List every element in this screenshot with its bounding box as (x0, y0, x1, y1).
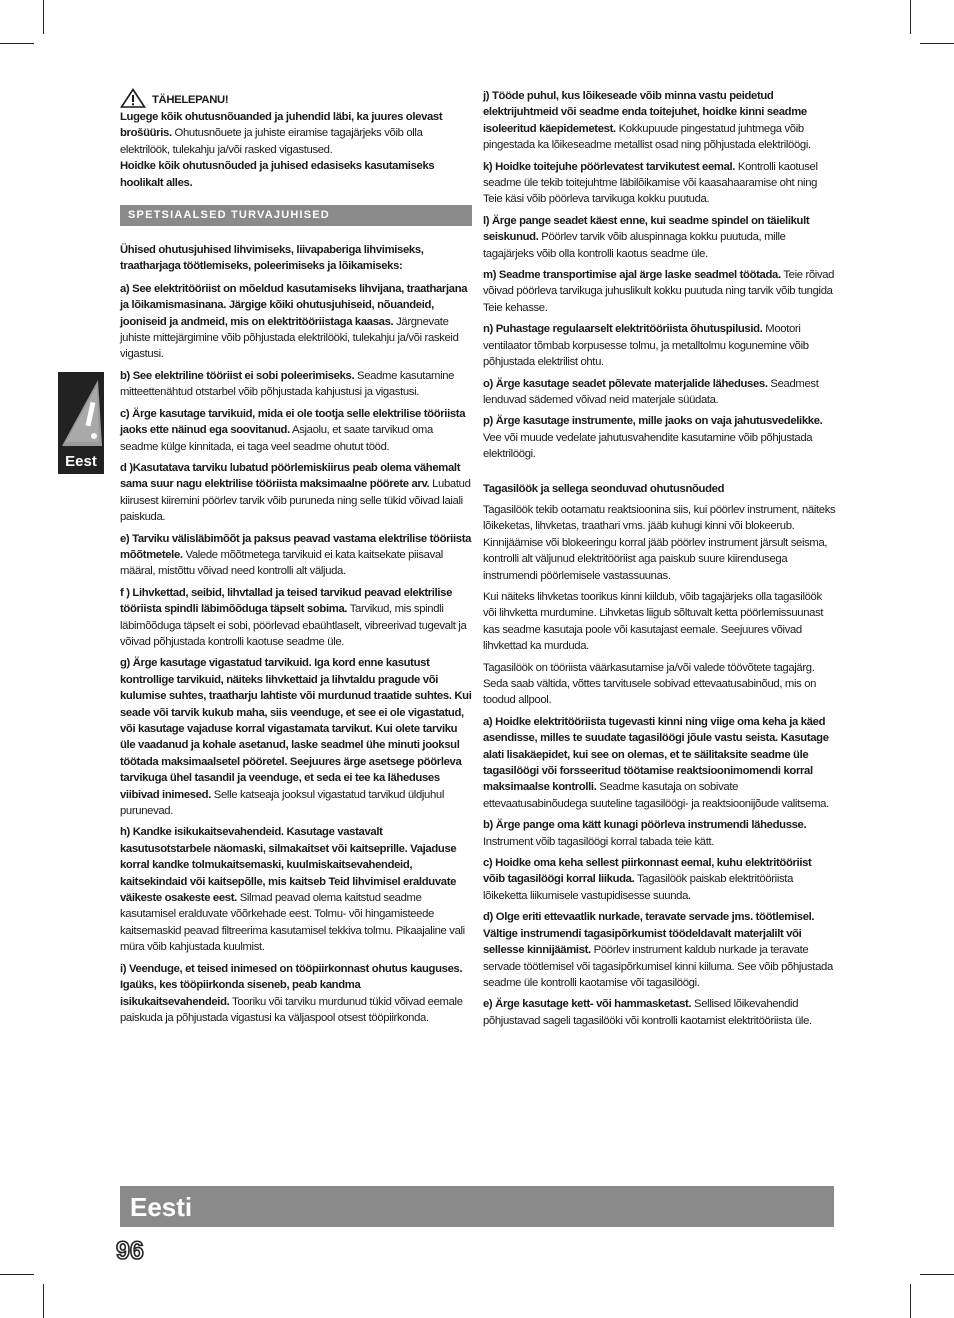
safety-item: c) Ärge kasutage tarvikuid, mida ei ole tootja selle elektrilise tööriista jaoks ette näinud ega soovitanud. Asjaolu, et saate tarvikud oma seadme külge kinnitada, ei taga veel seadme ohutut tööd. (120, 407, 466, 453)
section-title-bar: SPETSIAALSED TURVAJUHISED (120, 205, 472, 226)
safety-item: n) Puhastage regulaarselt elektritööriista õhutuspilusid. Mootori ventilaator tõmbab korpusesse tolmu, ja metalltolmu kogunemine võib põhjustada elektrilist ohtu. (483, 323, 809, 369)
safety-item: i) Veenduge, et teised inimesed on tööpiirkonnast ohutus kauguses. Igaüks, kes tööpiirkonda siseneb, peab kandma isikukaitsevahendeid. Tooriku või tarviku murdunud tükid võivad eemale paiskuda ja põhjustada vigastusi ka väljaspool otsest tööpiirkonda. (120, 962, 463, 1024)
kickback-paragraph: Tagasilöök on tööriista väärkasutamise ja/või valede töövõtete tagajärg. Seda saab vältida, võttes tarvitusele sobivad ettevaatusabinõud, mis on toodud allpool. (483, 661, 817, 707)
footer-language-label: Eesti (130, 1192, 193, 1222)
kickback-paragraph: Tagasilöök tekib ootamatu reaktsioonina siis, kui pöörlev instrument, näiteks lõikeketas, lihvketas, traathari vms. jääb kuhugi kinni või blokeerub. Kinnijäämise või blokeeringu korral jääb pöörlev instrument järsult seisma, kontrolli alt väljunud elektritööriist aga paiskub suure kiirendusega instrumendi pöörlemisele vastassuunas. (483, 503, 836, 582)
kickback-item: d) Olge eriti ettevaatlik nurkade, teravate servade jms. töötlemisel. Vältige instrumendi tagasipõrkumist töödeldavalt materjalilt või sellesse kinnijäämist. Pöörlev instrument kaldub nurkade ja teravate servade töötlemisel või tagasipõrkumisel kinni kiiluma. See võib põhjustada seadme üle kontrolli kaotamise või tagasilöögi. (483, 911, 833, 989)
crop-mark (0, 1274, 34, 1275)
kickback-heading: Tagasilöök ja sellega seonduvad ohutusnõuded (483, 482, 725, 495)
warning-triangle-icon (58, 372, 104, 452)
safety-item: h) Kandke isikukaitsevahendeid. Kasutage vastavalt kasutusotstarbele näomaski, silmakaitset või kaitseprille. Vajaduse korral kandke tolmukaitsemaski, kuulmiskaitsevahendeid, kaitsekindaid või kaitsepõlle, mis kaitseb Teid lihvimisel eralduvate väikeste osakeste eest. Silmad peavad olema kaitstud seadme kasutamisel eralduvate võõrkehade eest. Tolmu- või hingamisteede kaitsemaskid peavad filtreerima kasutamisel tekkiva tolmu. Pikaajaline vali müra võib kahjustada kuulmist. (120, 826, 465, 954)
language-side-tab (58, 372, 104, 474)
warning-heading (120, 88, 472, 108)
kickback-paragraph: Kui näiteks lihvketas toorikus kinni kiildub, võib tagajärjeks olla tagasilöök või lihvketta murdumine. Lihvketas liigub sõltuvalt ketta pöörlemissuunast kas seadme kasutaja poole või kasutajast eemale. Seejuures võivad lihvkettad ka murduda. (483, 590, 824, 653)
safety-item: e) Tarviku välisläbimõõt ja paksus peavad vastama elektrilise tööriista mõõtmetele. Valede mõõtmetega tarvikuid ei kata kaitsekate piisaval määral, mistõttu võivad need kontrolli alt väljuda. (120, 532, 472, 578)
crop-mark (43, 0, 44, 34)
safety-item: d )Kasutatava tarviku lubatud pöörlemiskiirus peab olema vähemalt sama suur nagu elektrilise tööriista maksimaalne pöörete arv. Lubatud kiirusest kiiremini pöörlev tarvik võib puruneda ning selle tükid võivad laiali paiskuda. (120, 461, 471, 524)
side-tab-label: Eest (65, 453, 97, 470)
safety-item: l) Ärge pange seadet käest enne, kui seadme spindel on täielikult seiskunud. Pöörlev tarvik võib aluspinnaga kokku puutuda, mille tagajärjeks võib olla kontrolli kaotus seadme üle. (483, 214, 810, 260)
crop-mark (920, 43, 954, 44)
kickback-item: e) Ärge kasutage kett- või hammasketast. Sellised lõikevahendid põhjustavad sageli tagasilööki või kontrolli kaotamist elektritööriista üle. (483, 998, 812, 1027)
crop-mark (920, 1274, 954, 1275)
safety-item: a) See elektritööriist on mõeldud kasutamiseks lihvijana, traatharjana ja lõikamismasinana. Järgige kõiki ohutusjuhiseid, nõuandeid, jooniseid ja andmeid, mis on elektritööriistaga kaasas. Järgnevate juhiste mittejärgimine võib põhjustada elektrilööki, tulekahju ja/või raskeid vigastusi. (120, 282, 468, 361)
page-number: 96 (116, 1237, 144, 1265)
intro-paragraph: Lugege kõik ohutusnõuanded ja juhendid läbi, ka juures olevast brošüüris. Ohutusnõuete ja juhiste eiramise tagajärjeks võib olla elektrilöök, tulekahju ja/või rasked vigastused. (120, 111, 443, 156)
right-column (483, 88, 836, 1034)
kickback-item: b) Ärge pange oma kätt kunagi pöörleva instrumendi lähedusse. Instrument võib tagasilöögi korral tabada teie kätt. (483, 819, 807, 848)
safety-item: k) Hoidke toitejuhe pöörlevatest tarvikutest eemal. Kontrolli kaotusel seadme üle tekib toitejuhtme läbilõikamise või kaasahaaramise oht ning Teie käsi võib pöörleva tarvikuga kokku puutuda. (483, 160, 818, 206)
footer-language-bar (120, 1186, 834, 1227)
crop-mark (910, 0, 911, 34)
left-column (120, 88, 472, 1031)
warning-icon (120, 88, 146, 108)
safety-item: o) Ärge kasutage seadet põlevate materjalide läheduses. Seadmest lenduvad sädemed võivad neid materjale süüdata. (483, 377, 819, 406)
kickback-item: a) Hoidke elektritööriista tugevasti kinni ning viige oma keha ja käed asendisse, milles te suudate tagasilöögi jõule vastu seista. Kasutage alati lisakäepidet, kui see on olemas, et te säilitaksite seadme üle tagasilöögi või forsseeritud töötamise reaktsioonimomendi korral maksimaalse kontrolli. Seadme kasutaja on sobivate ettevaatusabinõudega suuteline tagasilöögi- ja reaktsioonijõude valitsema. (483, 715, 829, 810)
safety-item: m) Seadme transportimise ajal ärge laske seadmel töötada. Teie rõivad võivad pöörleva tarvikuga juhuslikult kokku puutuda ning tarvik võib tungida Teie kehasse. (483, 269, 835, 314)
safety-item: p) Ärge kasutage instrumente, mille jaoks on vaja jahutusvedelikke. Vee või muude vedelate jahutusvahendite kasutamine võib põhjustada elektrilöögi. (483, 415, 823, 461)
intro-keep-instructions: Hoidke kõik ohutusnõuded ja juhised edasiseks kasutamiseks hoolikalt alles. (120, 160, 435, 189)
safety-item: f ) Lihvkettad, seibid, lihvtallad ja teised tarvikud peavad elektrilise tööriista spindli läbimõõduga täpselt sobima. Tarvikud, mis spindli läbimõõduga täpselt ei sobi, pöörlevad ebaühtlaselt, vibreerivad tugevalt ja võivad põhjustada kontrolli kaotuse seadme üle. (120, 586, 467, 648)
crop-mark (43, 1284, 44, 1318)
safety-item: b) See elektriline tööriist ei sobi poleerimiseks. Seadme kasutamine mitteettenähtud otstarbel võib põhjustada kahjustusi ja vigastusi. (120, 369, 455, 399)
section-intro: Ühised ohutusjuhised lihvimiseks, liivapaberiga lihvimiseks, traatharjaga töötlemiseks, poleerimiseks ja lõikamiseks: (120, 244, 424, 273)
crop-mark (0, 43, 34, 44)
kickback-item: c) Hoidke oma keha sellest piirkonnast eemal, kuhu elektritööriist võib tagasilöögi korral liikuda. Tagasilöök paiskab elektritööriista lõikeketta liikumisele vastupidisesse suunda. (483, 857, 812, 902)
crop-mark (910, 1284, 911, 1318)
safety-item: j) Tööde puhul, kus lõikeseade võib minna vastu peidetud elektrijuhtmeid või seadme enda toitejuhet, hoidke kinni seadme isoleeritud käepidemetest. Kokkupuude pingestatud juhtmega võib pingestada ka lõikeseadme metallist osad ning põhjustada elektrilöögi. (483, 90, 811, 152)
warning-label: TÄHELEPANU! (152, 93, 229, 106)
safety-item: g) Ärge kasutage vigastatud tarvikuid. Iga kord enne kasutust kontrollige tarvikuid, näiteks lihvkettaid ja lihvtaldu pragude või kulumise suhtes, traatharju lahtiste või murdunud traatide suhtes. Kui seade või tarvik kukub maha, siis veenduge, et see ei ole vigastatud, või kasutage vajaduse korral vigastamata tarvikut. Kui olete tarviku üle vaadanud ja kohale asetanud, laske seadmel ühe minuti jooksul töötada maksimaalsetel pööretel. Seejuures ärge asetsege pöörleva tarvikuga ühel tasandil ja veenduge, et seda ei tee ka läheduses viibivad inimesed. Selle katseaja jooksul vigastatud tarvikud üldjuhul purunevad. (120, 657, 472, 818)
